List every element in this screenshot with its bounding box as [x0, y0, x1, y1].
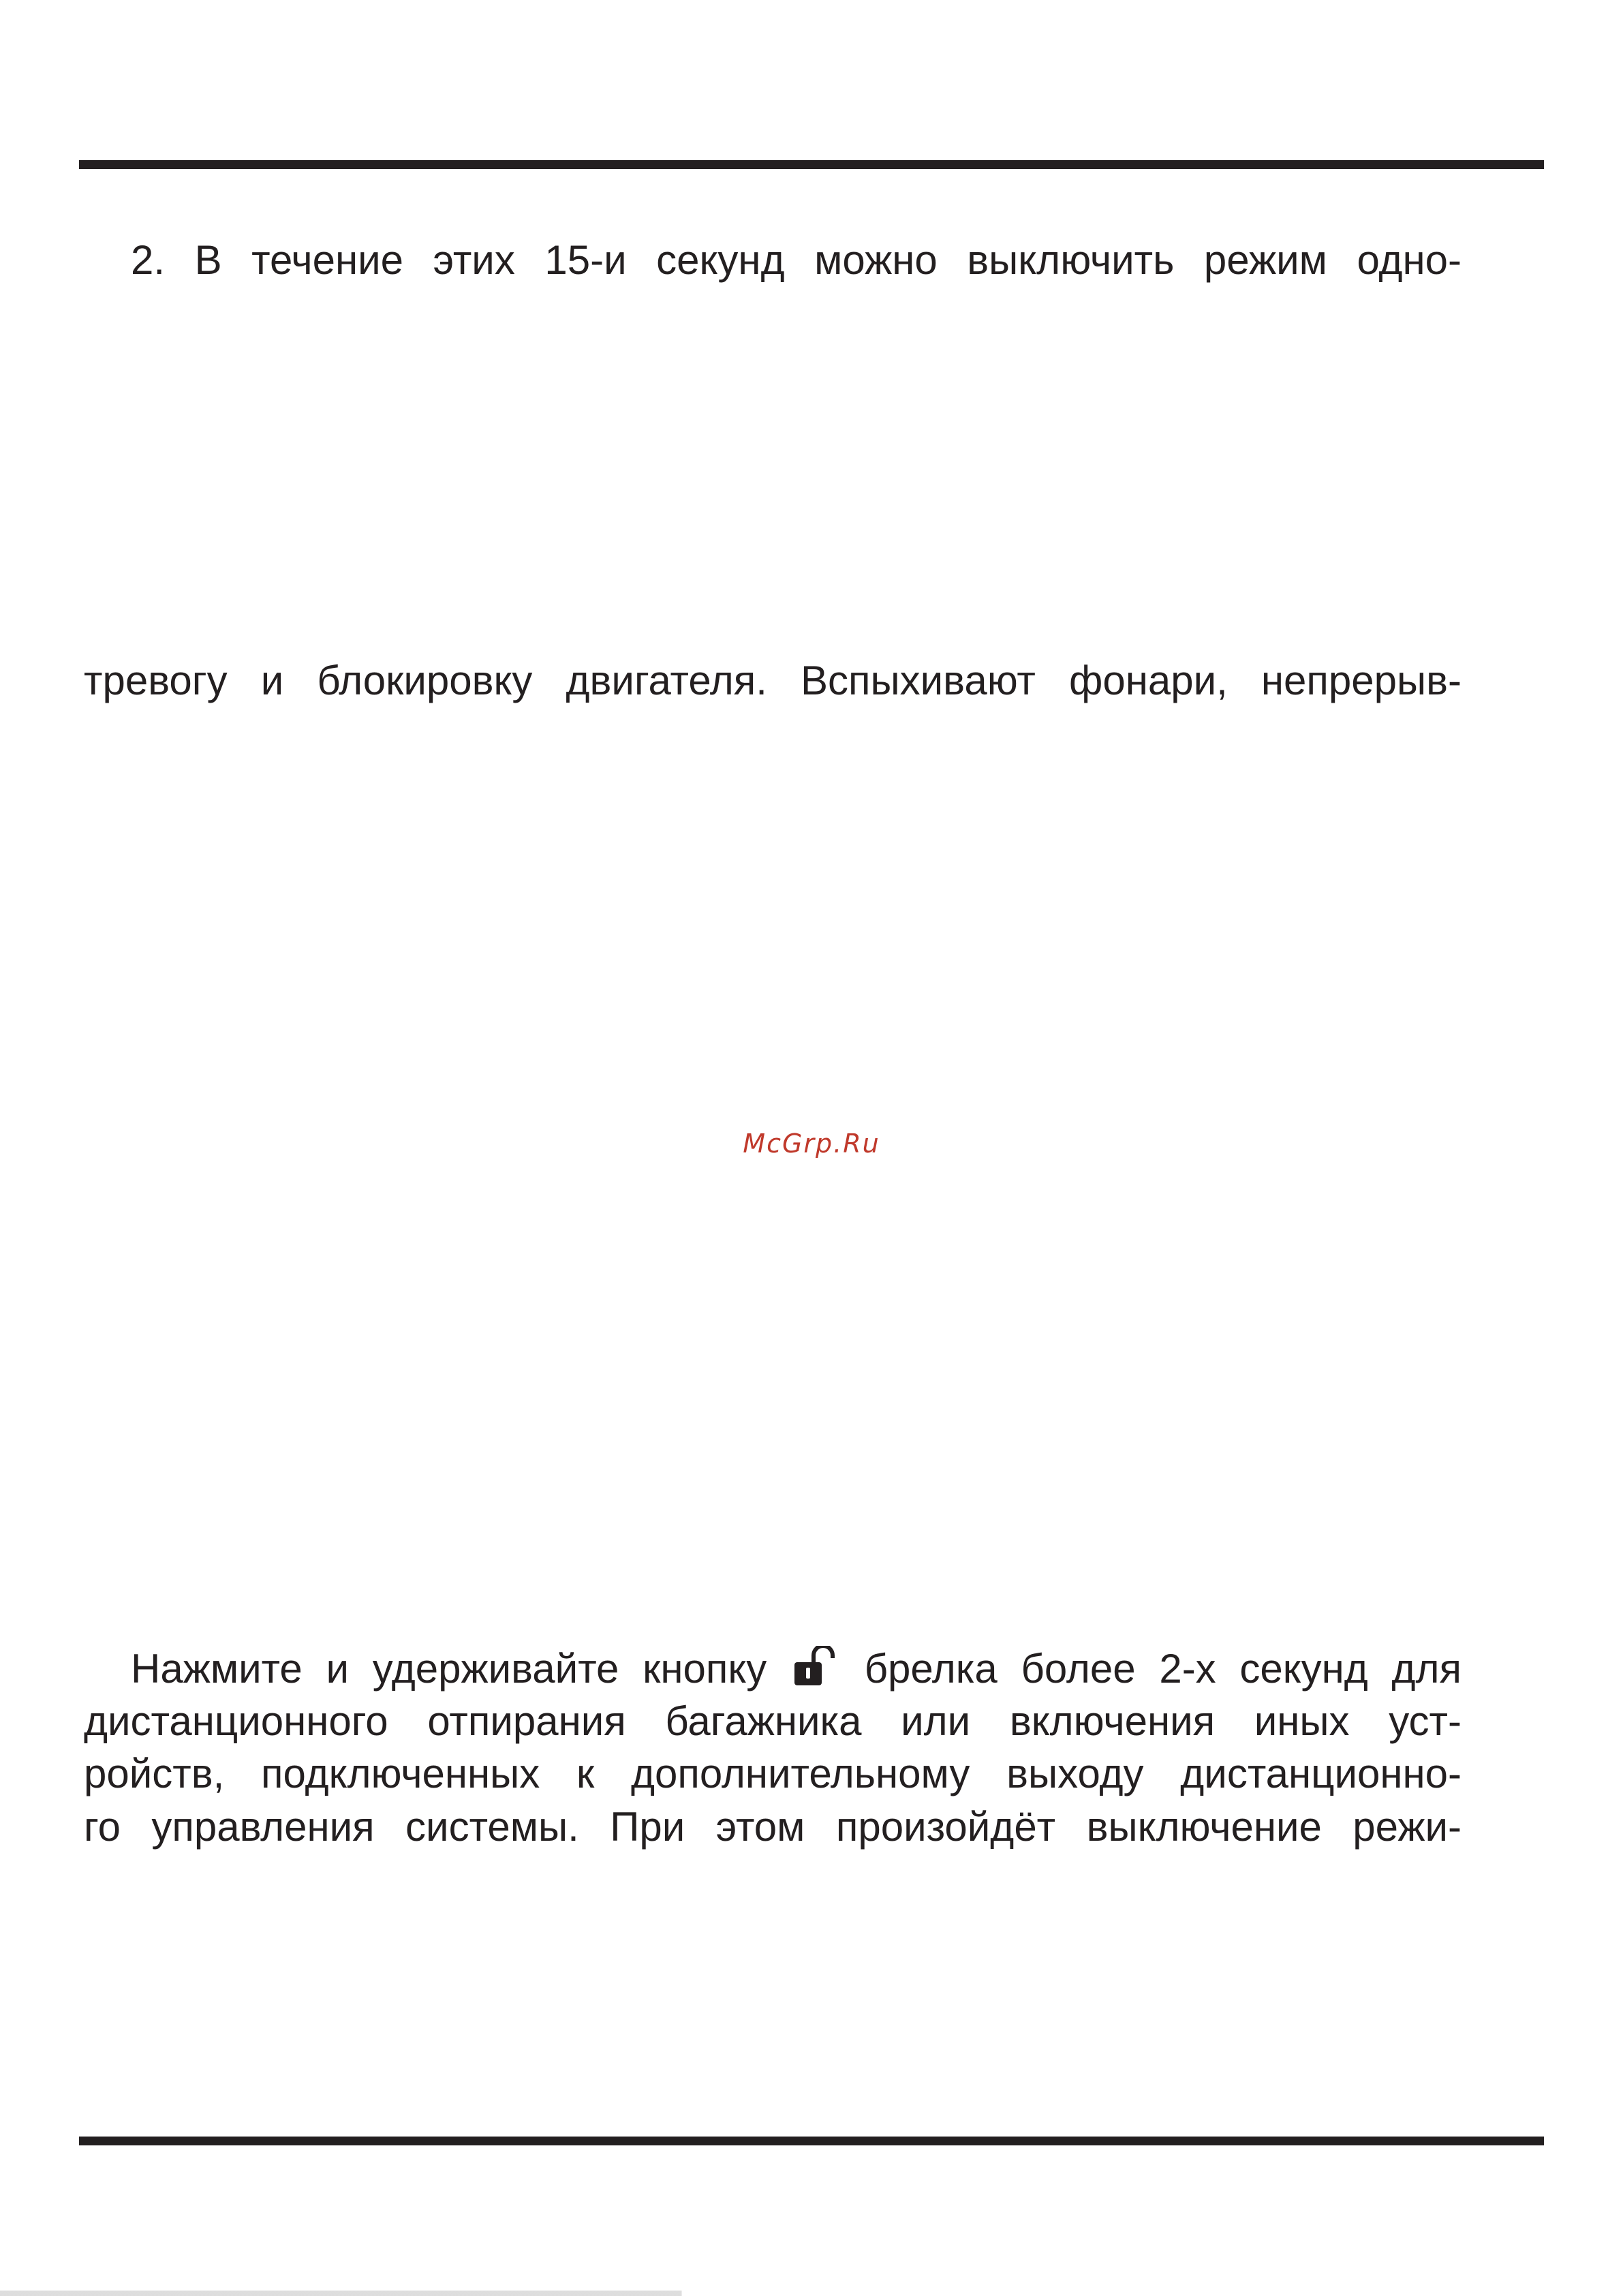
open-padlock-icon [793, 1646, 837, 1701]
top-rule [79, 160, 1544, 169]
paragraph-line-1-end: брелка более 2-х секунд для [864, 1646, 1462, 1692]
step-2-line: 2. В течение этих 15-и секунд можно выключить режим одно- [131, 237, 1462, 283]
paragraph-line-1 [131, 1642, 1462, 1701]
bottom-rule [79, 2137, 1544, 2145]
scan-edge [0, 2291, 1623, 2296]
paragraph-line-2: дистанционного отпирания багажника или включения иных уст- [84, 1698, 1462, 1744]
paragraph-line-3: ройств, подключенных к дополнительному выходу дистанционно- [84, 1751, 1462, 1796]
watermark: McGrp.Ru [743, 1129, 880, 1159]
paragraph-line-4: го управления системы. При этом произойдёт выключение режи- [84, 1804, 1462, 1850]
paragraph-line-1-start: Нажмите и удерживайте кнопку [131, 1646, 767, 1692]
alarm-line: тревогу и блокировку двигателя. Вспыхивают фонари, непрерыв- [84, 658, 1462, 703]
